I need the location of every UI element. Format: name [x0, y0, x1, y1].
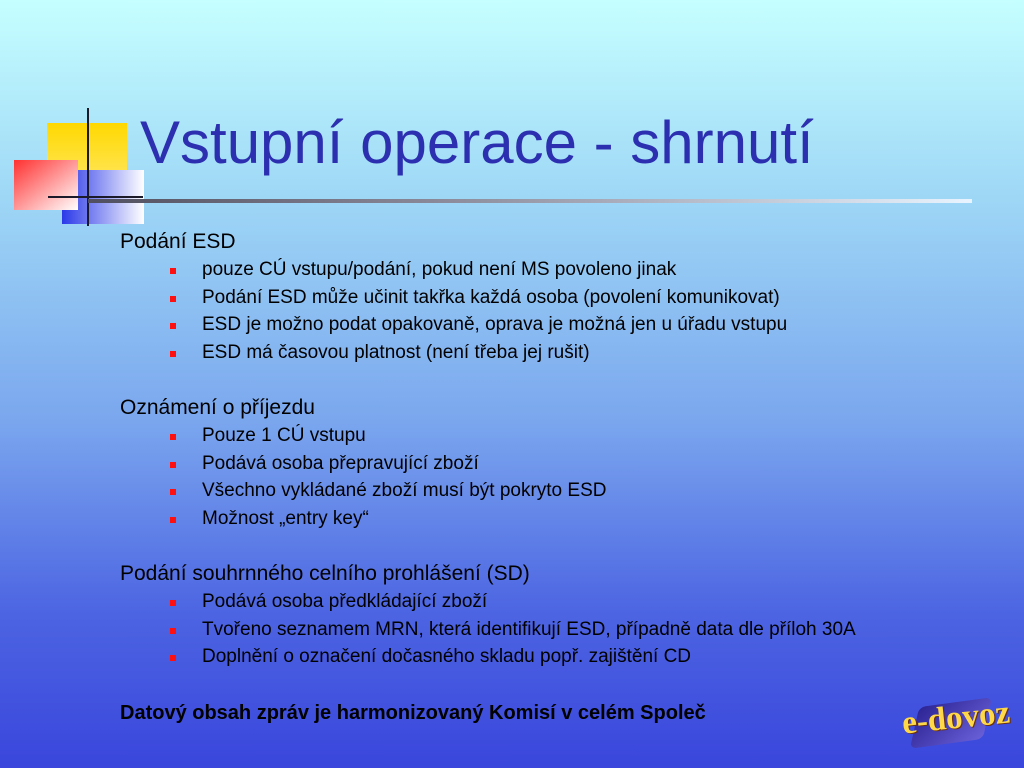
slide-title: Vstupní operace - shrnutí — [140, 109, 814, 176]
bullet-item: Tvořeno seznamem MRN, která identifikují ESD, případně data dle příloh 30A — [170, 616, 1000, 644]
logo-text: e-dovoz — [900, 694, 1012, 742]
bullet-item: ESD je možno podat opakovaně, oprava je možná jen u úřadu vstupu — [170, 311, 1000, 339]
slide-content — [120, 228, 1000, 727]
section-podani-esd — [120, 228, 1000, 366]
bullet-item: Podává osoba přepravující zboží — [170, 450, 1000, 478]
section-heading: Oznámení o příjezdu — [120, 396, 315, 419]
bullet-list — [120, 588, 1000, 671]
bullet-item: Pouze 1 CÚ vstupu — [170, 422, 1000, 450]
title-rule — [88, 199, 972, 203]
bullet-list — [120, 422, 1000, 532]
bullet-item: Možnost „entry key“ — [170, 505, 1000, 533]
bullet-item: Podání ESD může učinit takřka každá osoba (povolení komunikovat) — [170, 284, 1000, 312]
bullet-item: Všechno vykládané zboží musí být pokryto ESD — [170, 477, 1000, 505]
section-heading: Podání souhrnného celního prohlášení (SD) — [120, 562, 530, 585]
bullet-item: Podává osoba předkládající zboží — [170, 588, 1000, 616]
title-decoration — [0, 0, 160, 240]
section-heading: Podání ESD — [120, 230, 236, 253]
section-sd — [120, 560, 1000, 671]
section-oznameni — [120, 394, 1000, 532]
bullet-item: pouze CÚ vstupu/podání, pokud není MS povoleno jinak — [170, 256, 1000, 284]
footer-note: Datový obsah zpráv je harmonizovaný Komisí v celém Společ — [120, 701, 706, 724]
red-square — [14, 160, 78, 210]
vertical-line — [87, 108, 89, 226]
bullet-item: ESD má časovou platnost (není třeba jej rušit) — [170, 339, 1000, 367]
bullet-item: Doplnění o označení dočasného skladu popř. zajištění CD — [170, 643, 1000, 671]
bullet-list — [120, 256, 1000, 366]
e-dovoz-logo — [898, 688, 1016, 760]
horizontal-line — [48, 196, 143, 198]
